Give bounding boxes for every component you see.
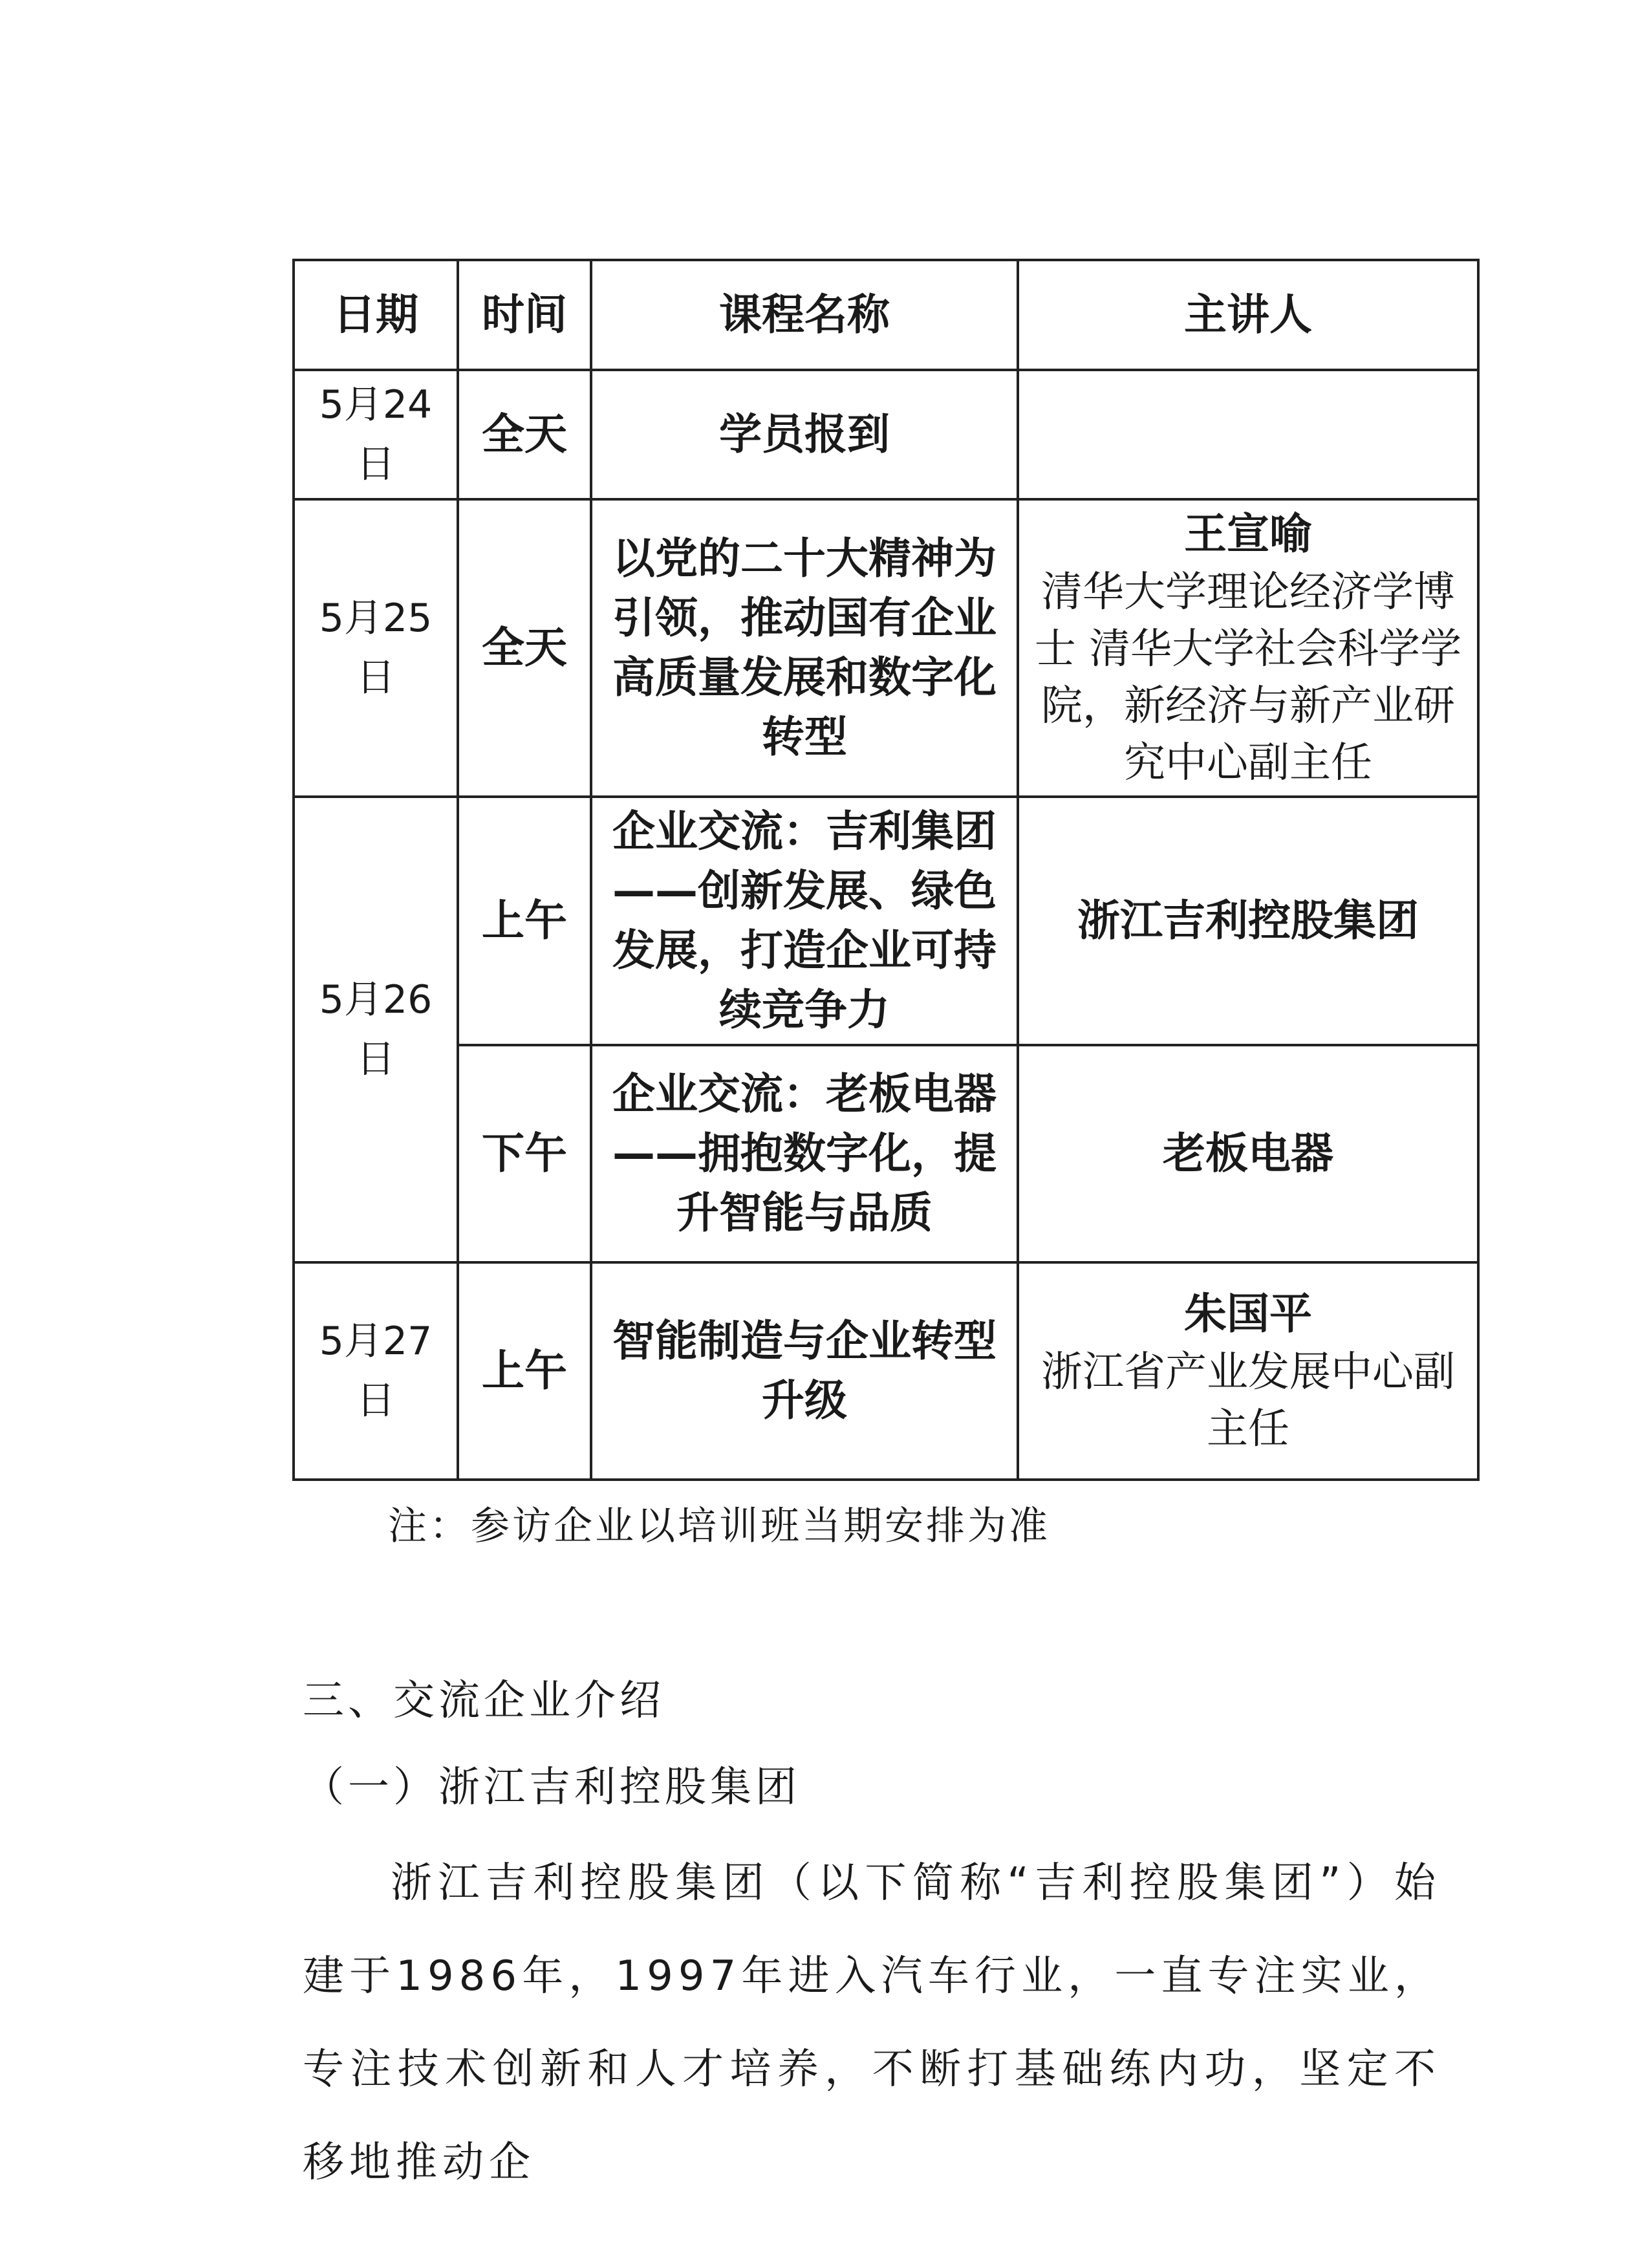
body-paragraph: 浙江吉利控股集团（以下简称“吉利控股集团”）始建于1986年，1997年进入汽车行业，一直专注实业，专注技术创新和人才培养，不断打基础练内功，坚定不移地推动企 [303, 1859, 1441, 2187]
row-speaker [1018, 1045, 1478, 1262]
header-time: 时间 [458, 260, 591, 370]
row-date: 5月27日 [294, 1262, 458, 1480]
table-row [294, 797, 1478, 1045]
speaker-name: 老板电器 [1163, 1129, 1333, 1178]
row-speaker [1018, 797, 1478, 1045]
row-time: 全天 [458, 499, 591, 797]
table-note: 注：参访企业以培训班当期安排为准 [388, 1504, 1050, 1549]
row-course: 企业交流：吉利集团——创新发展、绿色发展，打造企业可持续竞争力 [591, 797, 1018, 1045]
row-time: 上午 [458, 1262, 591, 1480]
row-date: 5月26日 [294, 797, 458, 1262]
speaker-name: 浙江吉利控股集团 [1077, 896, 1419, 945]
speaker-name: 朱国平 [1184, 1289, 1312, 1339]
table-row [294, 499, 1478, 797]
row-speaker [1018, 499, 1478, 797]
table-row [294, 370, 1478, 499]
speaker-title: 浙江省产业发展中心副主任 [1041, 1348, 1455, 1453]
row-time: 全天 [458, 370, 591, 499]
row-speaker [1018, 370, 1478, 499]
table-row [294, 1262, 1478, 1480]
row-course: 智能制造与企业转型升级 [591, 1262, 1018, 1480]
row-course: 学员报到 [591, 370, 1018, 499]
row-speaker [1018, 1262, 1478, 1480]
header-speaker: 主讲人 [1018, 260, 1478, 370]
speaker-title: 清华大学理论经济学博士 清华大学社会科学学院，新经济与新产业研究中心副主任 [1034, 568, 1462, 787]
row-date: 5月24日 [294, 370, 458, 499]
schedule-table [292, 259, 1480, 1481]
row-date: 5月25日 [294, 499, 458, 797]
speaker-name: 王宣喻 [1184, 509, 1312, 559]
header-course: 课程名称 [591, 260, 1018, 370]
row-course: 以党的二十大精神为引领，推动国有企业高质量发展和数字化转型 [591, 499, 1018, 797]
table-row [294, 1045, 1478, 1262]
section-heading: 三、交流企业介绍 [303, 1677, 665, 1725]
table-header-row [294, 260, 1478, 370]
row-time: 下午 [458, 1045, 591, 1262]
row-course: 企业交流：老板电器——拥抱数字化，提升智能与品质 [591, 1045, 1018, 1262]
subsection-heading: （一）浙江吉利控股集团 [303, 1764, 801, 1811]
header-date: 日期 [294, 260, 458, 370]
row-time: 上午 [458, 797, 591, 1045]
